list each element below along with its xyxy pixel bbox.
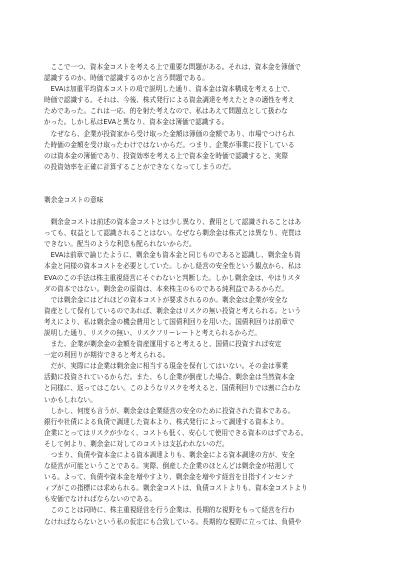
- text-line: いかもしれない。: [44, 395, 97, 404]
- text-line: 一定の利回りが期待できると考えられる。: [44, 351, 170, 360]
- text-line: では剰余金にはどれほどの資本コストが要求されるのか。剰余金は企業が安全な: [44, 295, 288, 304]
- text-line: EVAのこの手法は株主重視経営にそぐわないと判断した。しかし剰余金は、やはりスタ: [44, 273, 301, 282]
- text-line: ためであった。これは一応、的を射た考えなので、私はあえて問題点として扱わな: [44, 107, 288, 116]
- text-line: つまり、負債や資本金による資本調達よりも、剰余金による資本調達の方が、安全: [44, 451, 295, 459]
- text-line: できない。配当のような利息も配られないからだ。: [44, 240, 196, 249]
- paragraph: [44, 361, 376, 405]
- paragraph: [44, 62, 376, 129]
- section-gap: [44, 184, 376, 195]
- paragraph: [44, 505, 376, 527]
- text-line: 銀行や社債による負債で調達した資本より、株式発行によって調達する資本より。: [44, 417, 288, 426]
- text-line: なければならないという私の仮定にも合致している。長期的な視野に立っては、負債や: [44, 517, 302, 526]
- paragraph: [44, 129, 376, 173]
- text-line: 考えにより、私は剰余金の機会費用として国債利回りを用いた。国債利回りは前章で: [44, 317, 295, 326]
- text-line: 活動に投資されているからだ。また、もし企業が倒産した場合、剰余金は当然資本金: [44, 373, 295, 382]
- text-line: た時価の金額を受け取ったわけではないからだ。つまり、企業が事業に投下している: [44, 140, 295, 149]
- section-gap: [44, 173, 376, 184]
- text-line: だが、実際には企業は剰余金に相当する現金を保有してはいない。その金は事業: [44, 362, 288, 371]
- text-line: ダの資本ではない。剰余金の原資は、本来株主のものである純利益であるからだ。: [44, 284, 288, 293]
- paragraph: [44, 450, 376, 505]
- section-heading: 剰余金コストの意味: [44, 195, 104, 204]
- text-line: そして何より、剰余金に対してのコストは支払われないのだ。: [44, 439, 229, 448]
- text-line: また、企業が剰余金の金額を資産運用すると考えると、国債に投資すれば安定: [44, 340, 282, 349]
- text-line: EVAは前章で論じたように、剰余金も資本金と同じものであると認識し、剰余金も資: [44, 251, 301, 260]
- text-line: いる。よって、負債や資本金を増やすより、剰余金を増やす経営を目指すインセンテ: [44, 473, 294, 482]
- text-line: ここで一つ、資本金コストを考える上で重要な問題がある。それは、資本金を簿価で: [44, 63, 301, 71]
- text-line: の投資効率を正確に計算することができなくなってしまうのだ。: [44, 162, 236, 171]
- text-line: なぜなら、企業が投資家から受け取った金額は簿価の金額であり、市場でつけられ: [44, 129, 295, 138]
- text-line: 認識するのか、時価で認識するのかと言う問題である。: [44, 74, 209, 83]
- section-retained-earnings-cost: [44, 217, 376, 528]
- section-capital-cost-valuation: [44, 62, 376, 173]
- text-line: ィブがこの指標には求められる。剰余金コストは、負債コストよりも、資本金コストより: [44, 484, 308, 493]
- text-line: 剰余金コストは前述の資本金コストとは少し異なり、費用として認識されることはあ: [44, 218, 302, 227]
- text-line: 企業にとってはリスクが少なく、コストも低く、安心して使用できる資本のはずである。: [44, 428, 308, 437]
- paragraph: [44, 217, 376, 250]
- paragraph: [44, 406, 376, 450]
- text-line: EVAは加重平均資本コストの項で説明した通り、資本金は資本構成を考える上で、: [44, 85, 295, 94]
- paragraph: [44, 250, 376, 294]
- paragraph: [44, 295, 376, 339]
- text-line: 本金と同様の資本コストを必要としていた。しかし経営の安全性という観点から、私は: [44, 262, 302, 271]
- text-line: っても、収益として認識されることはない。なぜなら剰余金は株式とは異なり、売買は: [44, 229, 302, 238]
- text-line: しかし、何度も言うが、剰余金は企業経営の安全のために投資された資本である。: [44, 406, 295, 415]
- text-line: 資産として保有しているのであれば、剰余金はリスクの無い投資と考えられる。という: [44, 306, 302, 315]
- text-line: このことは同時に、株主重視経営を行う企業は、長期的な視野をもって経営を行わ: [44, 506, 295, 515]
- text-line: かった。しかし私はEVAと異なり、資本金は簿価で認識する。: [44, 118, 229, 127]
- section-gap: [44, 206, 376, 217]
- text-line: と同様に、返ってはこない。このようなリスクを考えると、国債利回りでは割に合わな: [44, 384, 302, 393]
- text-line: も安価でなければならないのである。: [44, 495, 157, 504]
- text-line: のは資本金の簿価であり、投資効率を考える上で資本金を時価で認識すると、実際: [44, 151, 288, 160]
- text-line: 説明した通り、リスクの無い、リスクフリーレートと考えられるからだ。: [44, 328, 261, 337]
- text-line: 時価で認識する。それは、今後、株式発行による資金調達を考えたときの適性を考え: [44, 96, 295, 105]
- text-line: な経営が可能ということである。実際、倒産した企業のほとんどは剰余金が枯渇して: [44, 462, 295, 471]
- paragraph: [44, 339, 376, 361]
